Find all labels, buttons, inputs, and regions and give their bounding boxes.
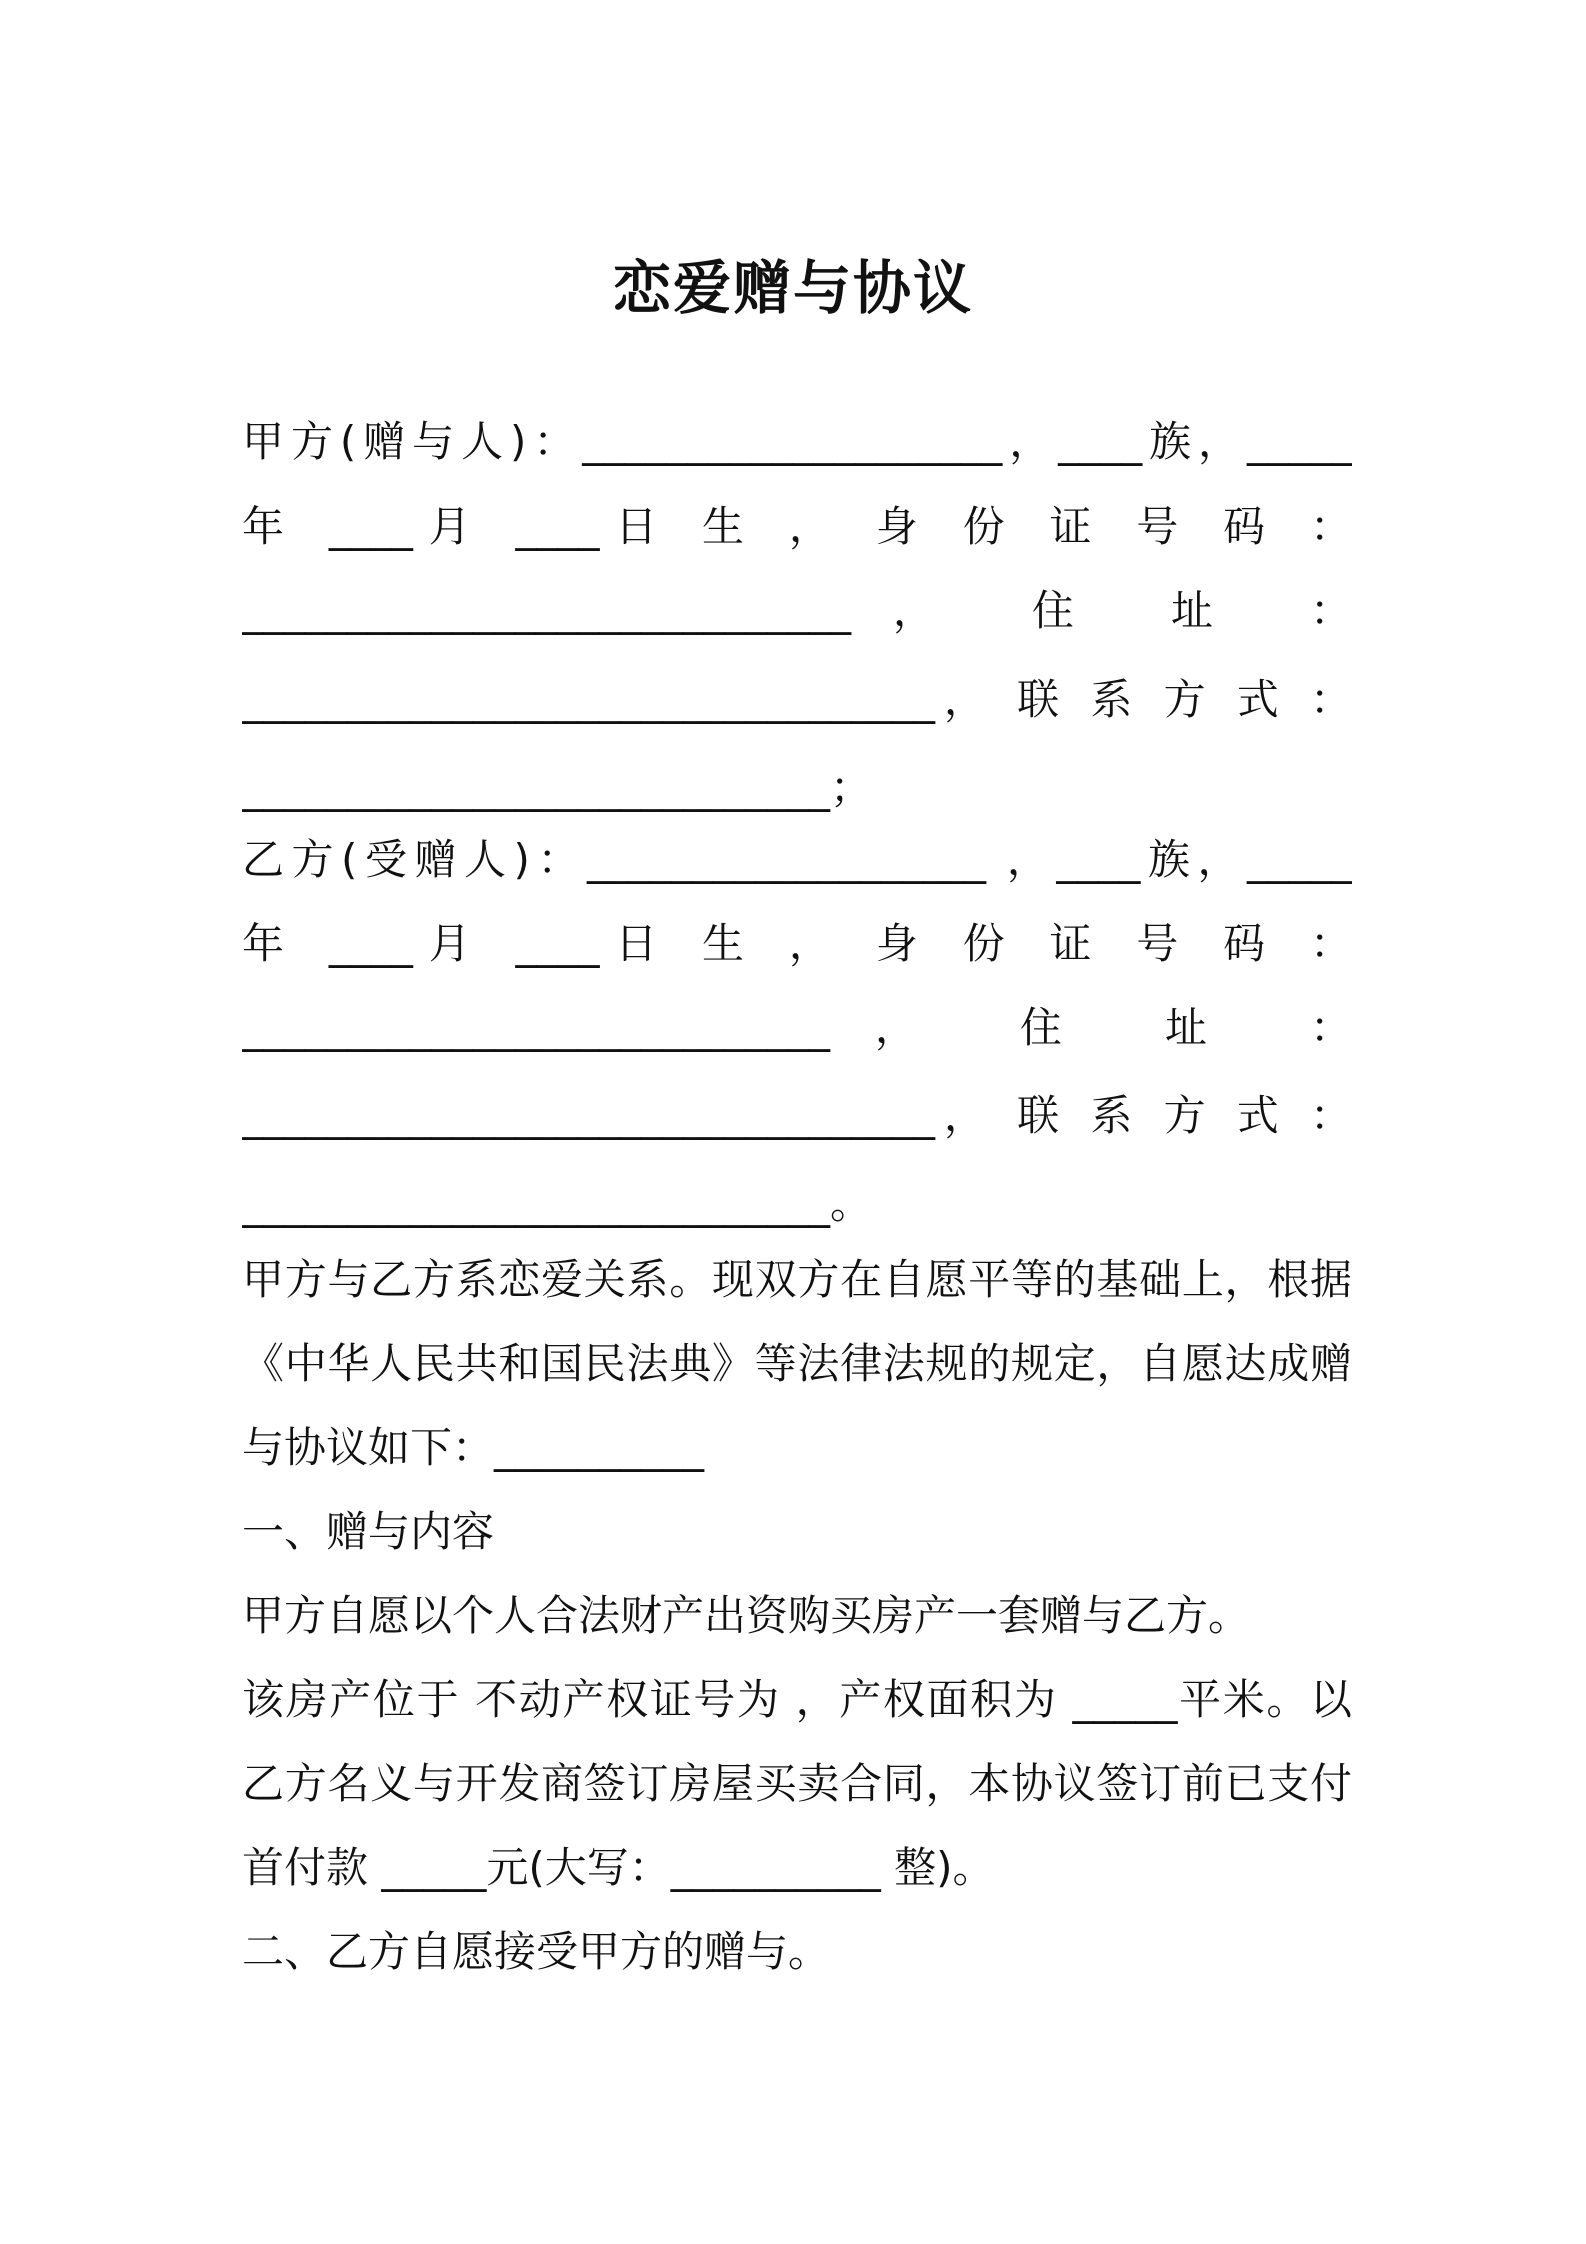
section-1-line-2: 该房产位于 不动产权证号为 ，产权面积为 _____平米。以 <box>242 1675 1352 1724</box>
party-b-birth-line: 年 ____月 ____日 生 ， 身 份 证 号 码 ： <box>242 919 1352 968</box>
party-a-id-line: _____________________________， 住 址 ： <box>242 586 1352 635</box>
intro-line-2: 《中华人民共和国民法典》等法律法规的规定，自愿达成赠 <box>242 1339 1352 1388</box>
party-a-contact-line: ____________________________； <box>242 763 873 812</box>
party-b-contact-line: ____________________________。 <box>242 1179 873 1228</box>
section-1-line-1: 甲方自愿以个人合法财产出资购买房产一套赠与乙方。 <box>242 1591 1251 1640</box>
party-a-address-line: _________________________________， 联 系 方 式 ： <box>242 675 1352 724</box>
party-a-birth-line: 年 ____月 ____日 生 ， 身 份 证 号 码 ： <box>242 502 1352 551</box>
party-a-name-line: 甲方(赠与人)：____________________，____族，_____ <box>242 417 1352 466</box>
party-b-address-line: _________________________________， 联 系 方 式 ： <box>242 1091 1352 1140</box>
section-1-heading: 一、赠与内容 <box>242 1507 495 1556</box>
section-1-line-3: 乙方名义与开发商签订房屋买卖合同，本协议签订前已支付 <box>242 1759 1352 1808</box>
section-1-line-4: 首付款 _____元(大写：__________ 整)。 <box>242 1843 995 1892</box>
intro-line-1: 甲方与乙方系恋爱关系。现双方在自愿平等的基础上，根据 <box>242 1255 1352 1304</box>
party-b-name-line: 乙方(受赠人)：___________________ ，____族，_____ <box>242 835 1352 884</box>
document-title: 恋爱赠与协议 <box>612 254 973 322</box>
party-b-id-line: ____________________________， 住 址 ： <box>242 1003 1352 1052</box>
intro-line-3: 与协议如下：__________ <box>242 1423 705 1472</box>
section-2-heading: 二、乙方自愿接受甲方的赠与。 <box>242 1927 831 1976</box>
